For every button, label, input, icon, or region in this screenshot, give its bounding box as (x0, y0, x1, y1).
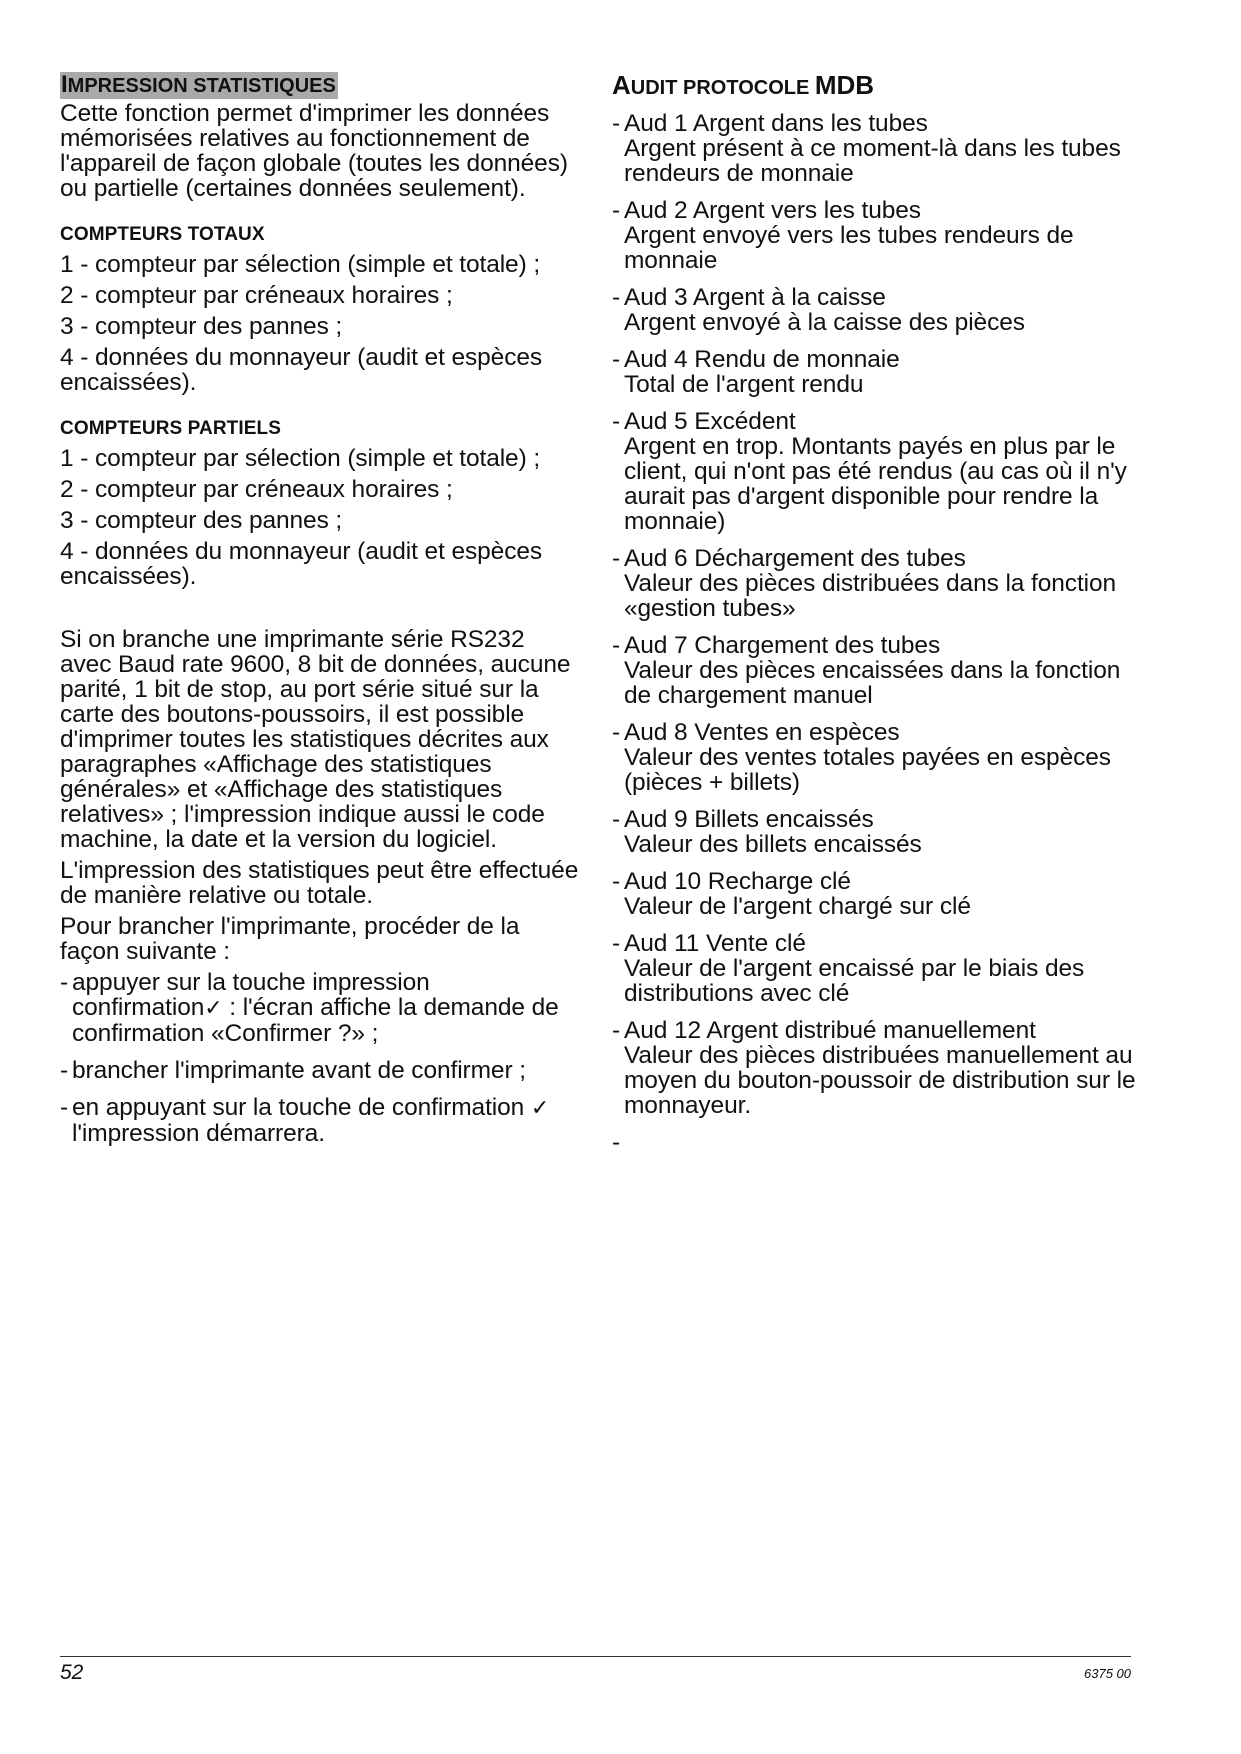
step-item: - en appuyant sur la touche de confirmation ✓ l'impression démarrera. (60, 1094, 550, 1147)
list-item: 4 - données du monnayeur (audit et espèces encaissées). (60, 344, 543, 396)
partiels-list (60, 446, 580, 589)
audit-description: Valeur de l'argent chargé sur clé (624, 893, 971, 920)
list-item: 3 - compteur des pannes ; (60, 313, 343, 340)
audit-item: - Aud 9 Billets encaissés Valeur des billets encaissés (612, 807, 1142, 857)
audit-description: Valeur des billets encaissés (624, 831, 922, 858)
audit-item: - Aud 3 Argent à la caisse Argent envoyé à la caisse des pièces (612, 285, 1142, 335)
procedure-intro: Pour brancher l'imprimante, procéder de la façon suivante : (60, 913, 520, 965)
list-item: 1 - compteur par sélection (simple et totale) ; (60, 251, 541, 278)
list-item: 3 - compteur des pannes ; (60, 507, 343, 534)
audit-description: Argent envoyé vers les tubes rendeurs de monnaie (624, 222, 1074, 274)
audit-label: Aud 5 Excédent (624, 408, 796, 435)
audit-label: Aud 7 Chargement des tubes (624, 632, 941, 659)
audit-label: Aud 6 Déchargement des tubes (624, 545, 966, 572)
audit-label: Aud 2 Argent vers les tubes (624, 197, 921, 224)
audit-item: - Aud 6 Déchargement des tubes Valeur des pièces distribuées dans la fonction «gestion tubes» (612, 546, 1142, 621)
right-column (612, 72, 1142, 1167)
audit-description: Argent en trop. Montants payés en plus par le client, qui n'ont pas été rendus (au cas où il n'y aurait pas d'argent disponible pour rendre la monnaie) (624, 433, 1127, 535)
audit-label: Aud 10 Recharge clé (624, 868, 851, 895)
audit-item: - Aud 12 Argent distribué manuellement Valeur des pièces distribuées manuellement au moyen du bouton-poussoir de distribution sur le monnayeur. (612, 1018, 1142, 1118)
page-number: 52 (60, 1661, 84, 1684)
step-item: - brancher l'imprimante avant de confirmer ; (60, 1057, 526, 1084)
list-item: 1 - compteur par sélection (simple et totale) ; (60, 445, 541, 472)
audit-item: - Aud 10 Recharge clé Valeur de l'argent chargé sur clé (612, 869, 1142, 919)
left-column (60, 72, 580, 1158)
audit-description: Valeur des pièces encaissées dans la fonction de chargement manuel (624, 657, 1121, 709)
audit-item: - Aud 1 Argent dans les tubes Argent présent à ce moment-là dans les tubes rendeurs de monnaie (612, 111, 1142, 186)
audit-item: - Aud 8 Ventes en espèces Valeur des ventes totales payées en espèces (pièces + billets) (612, 720, 1142, 795)
audit-label: Aud 9 Billets encaissés (624, 806, 874, 833)
audit-label: Aud 12 Argent distribué manuellement (624, 1017, 1036, 1044)
list-item: 4 - données du monnayeur (audit et espèces encaissées). (60, 538, 543, 590)
subhead-compteurs-partiels: COMPTEURS PARTIELS (60, 418, 282, 439)
audit-item: - Aud 2 Argent vers les tubes Argent envoyé vers les tubes rendeurs de monnaie (612, 198, 1142, 273)
audit-description: Argent envoyé à la caisse des pièces (624, 309, 1025, 336)
audit-description: Argent présent à ce moment-là dans les tubes rendeurs de monnaie (624, 135, 1121, 187)
subhead-compteurs-totaux: COMPTEURS TOTAUX (60, 224, 265, 245)
audit-label: Aud 4 Rendu de monnaie (624, 346, 900, 373)
audit-description: Valeur des ventes totales payées en espèces (pièces + billets) (624, 744, 1111, 796)
audit-label: Aud 1 Argent dans les tubes (624, 110, 928, 137)
trailing-dash: - (612, 1129, 621, 1156)
audit-item: - Aud 11 Vente clé Valeur de l'argent encaissé par le biais des distributions avec clé (612, 931, 1142, 1006)
audit-description: Valeur des pièces distribuées dans la fonction «gestion tubes» (624, 570, 1117, 622)
footer-rule (60, 1656, 1131, 1657)
intro-paragraph: Cette fonction permet d'imprimer les données mémorisées relatives au fonctionnement de l'appareil de façon globale (toutes les données) ou partielle (certaines données seulement). (60, 100, 568, 202)
list-item: 2 - compteur par créneaux horaires ; (60, 476, 453, 503)
audit-label: Aud 3 Argent à la caisse (624, 284, 886, 311)
audit-item: - Aud 5 Excédent Argent en trop. Montants payés en plus par le client, qui n'ont pas été rendus (au cas où il n'y aurait pas d'argent disponible pour rendre la monnaie) (612, 409, 1142, 534)
section-title-impression-statistiques: IMPRESSION STATISTIQUES (61, 71, 336, 98)
audit-description: Valeur des pièces distribuées manuellement au moyen du bouton-poussoir de distribution sur le monnayeur. (624, 1042, 1136, 1119)
document-code: 6375 00 (1084, 1666, 1131, 1681)
audit-item: - Aud 4 Rendu de monnaie Total de l'argent rendu (612, 347, 1142, 397)
totaux-list (60, 252, 580, 395)
check-icon: ✓ (530, 1096, 550, 1121)
printer-paragraph: Si on branche une imprimante série RS232 avec Baud rate 9600, 8 bit de données, aucune parité, 1 bit de stop, au port série situé sur la carte des boutons-poussoirs, il est possible d'imprimer toutes les statistiques décrites aux paragraphes «Affichage des statistiques générales» et «Affichage des statistiques relatives» ; l'impression indique aussi le code machine, la date et la version du logiciel. (60, 626, 571, 853)
list-item: 2 - compteur par créneaux horaires ; (60, 282, 453, 309)
audit-item: - Aud 7 Chargement des tubes Valeur des pièces encaissées dans la fonction de chargement manuel (612, 633, 1142, 708)
check-icon: ✓ (204, 996, 223, 1021)
audit-description: Valeur de l'argent encaissé par le biais des distributions avec clé (624, 955, 1085, 1007)
audit-list (612, 111, 1142, 1155)
audit-description: Total de l'argent rendu (624, 371, 864, 398)
audit-label: Aud 8 Ventes en espèces (624, 719, 900, 746)
audit-label: Aud 11 Vente clé (624, 930, 806, 957)
mode-paragraph: L'impression des statistiques peut être effectuée de manière relative ou totale. (60, 857, 579, 909)
step-item: - appuyer sur la touche impression confirmation✓ : l'écran affiche la demande de confirmation «Confirmer ?» ; (60, 969, 559, 1047)
section-title-audit-protocole-mdb: AUDIT PROTOCOLE MDB (612, 70, 875, 100)
